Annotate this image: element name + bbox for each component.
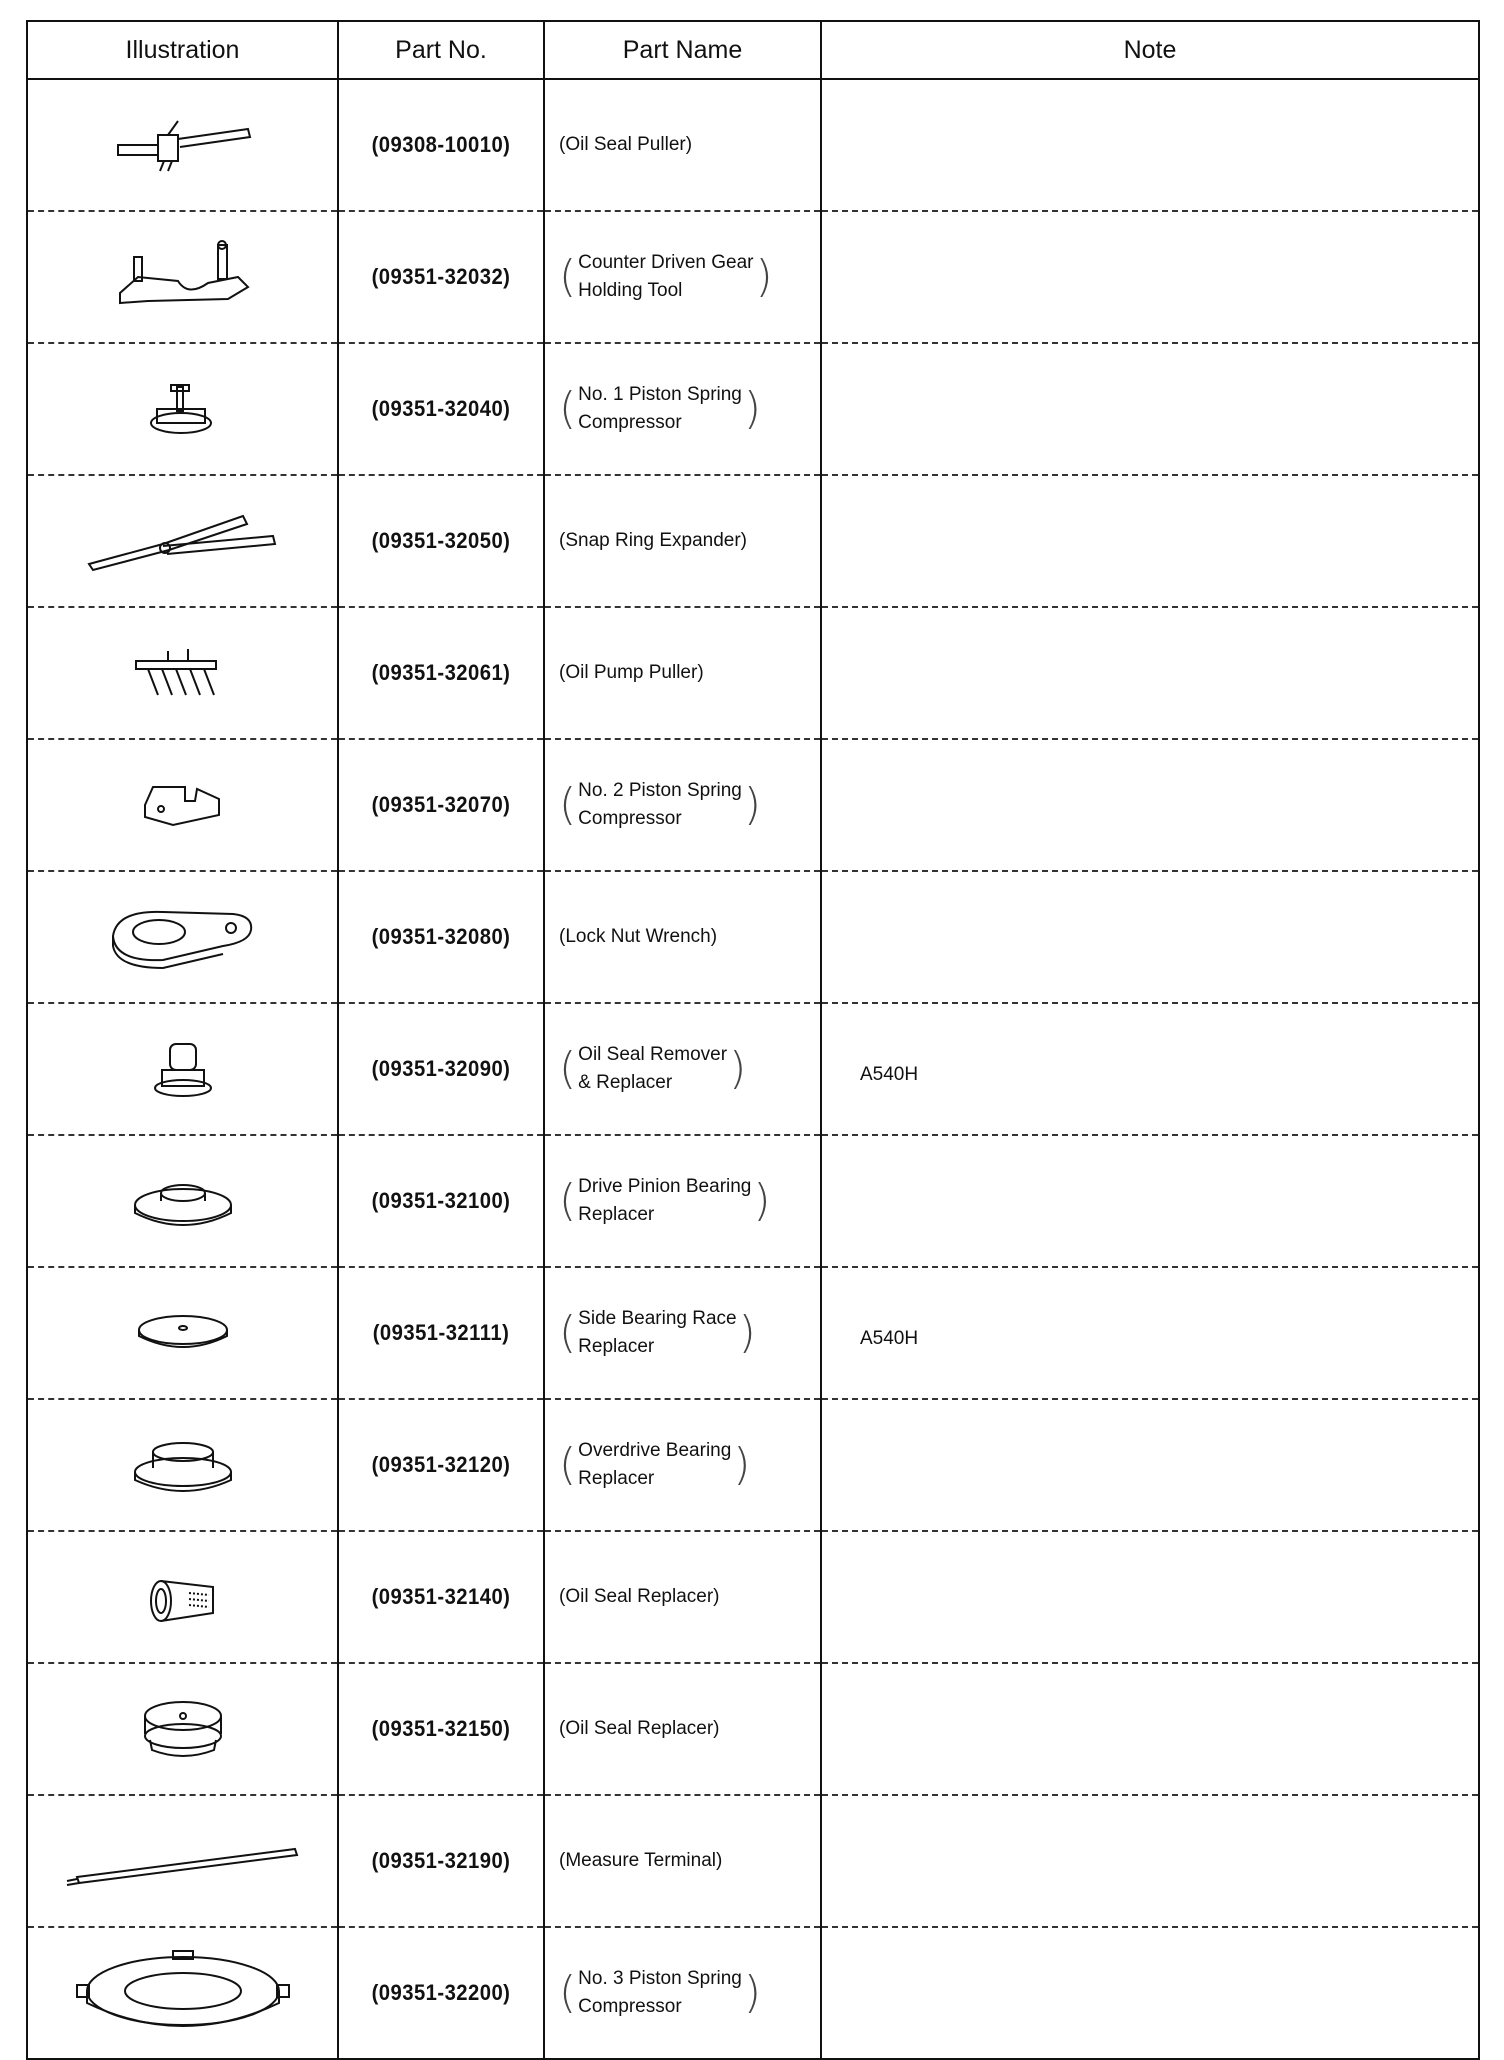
table-row [27, 1399, 1479, 1531]
part-number: (09308-10010) [346, 79, 536, 211]
part-name-cell [544, 1531, 821, 1663]
spring-compressor-3-icon [73, 1945, 293, 2041]
part-name [559, 249, 773, 305]
illustration-cell [27, 1927, 338, 2059]
note-cell [821, 475, 1479, 607]
illustration-cell [27, 211, 338, 343]
part-name [559, 1437, 750, 1493]
close-paren-glyph: ) [743, 779, 762, 830]
part-name-line: Overdrive Bearing [578, 1440, 732, 1461]
part-number: (09351-32070) [346, 739, 536, 871]
table-row [27, 1267, 1479, 1399]
close-paren-glyph: ) [733, 1439, 751, 1490]
close-paren-glyph: ) [753, 1175, 771, 1226]
part-name-cell [544, 1267, 821, 1399]
illustration-cell [27, 475, 338, 607]
part-number: (09351-32140) [346, 1531, 536, 1663]
close-paren-glyph: ) [743, 1967, 762, 2018]
table-row [27, 1927, 1479, 2059]
illustration-cell [27, 1003, 338, 1135]
lock-nut-wrench-icon [103, 902, 263, 972]
note-cell [821, 1399, 1479, 1531]
part-name-cell [544, 1399, 821, 1531]
illustration-cell [27, 1531, 338, 1663]
close-paren-glyph: ) [738, 1307, 756, 1358]
note-cell [821, 1135, 1479, 1267]
part-name: (Oil Seal Replacer) [559, 1586, 720, 1607]
measure-terminal-icon [63, 1831, 303, 1891]
part-number: (09351-32150) [346, 1663, 536, 1795]
open-paren-glyph: ( [559, 1175, 577, 1226]
part-name-line: No. 2 Piston Spring [578, 780, 742, 801]
part-name-line: Compressor [578, 412, 682, 433]
part-name-line: Compressor [578, 1996, 682, 2017]
part-number: (09351-32100) [346, 1135, 536, 1267]
open-paren-glyph: ( [559, 1307, 577, 1358]
part-name-cell [544, 1663, 821, 1795]
note-cell [821, 343, 1479, 475]
oil-pump-puller-icon [128, 643, 238, 703]
part-name [559, 1173, 771, 1229]
part-name-cell [544, 1795, 821, 1927]
table-row [27, 79, 1479, 211]
illustration-cell [27, 739, 338, 871]
table-row [27, 1135, 1479, 1267]
table-row [27, 871, 1479, 1003]
part-number: (09351-32200) [346, 1927, 536, 2059]
part-name [559, 1965, 761, 2021]
part-number: (09351-32040) [346, 343, 536, 475]
part-number: (09351-32050) [346, 475, 536, 607]
part-name-line: No. 3 Piston Spring [578, 1968, 742, 1989]
illustration-cell [27, 607, 338, 739]
table-row [27, 475, 1479, 607]
part-name-cell [544, 607, 821, 739]
part-number: (09351-32061) [346, 607, 536, 739]
oil-seal-puller-icon [108, 115, 258, 175]
close-paren-glyph: ) [755, 251, 773, 302]
part-number: (09351-32032) [346, 211, 536, 343]
part-name-cell [544, 739, 821, 871]
illustration-cell [27, 343, 338, 475]
illustration-cell [27, 1267, 338, 1399]
note-cell [821, 211, 1479, 343]
part-name-cell [544, 1135, 821, 1267]
open-paren-glyph: ( [559, 779, 577, 830]
note-cell [821, 739, 1479, 871]
snap-ring-expander-icon [83, 506, 283, 576]
note-cell: A540H [821, 1003, 1479, 1135]
close-paren-glyph: ) [729, 1043, 747, 1094]
part-name-line: Replacer [578, 1204, 655, 1225]
part-name [559, 381, 761, 437]
illustration-cell [27, 1795, 338, 1927]
illustration-cell [27, 871, 338, 1003]
open-paren-glyph: ( [559, 383, 577, 434]
open-paren-glyph: ( [559, 1967, 577, 2018]
part-name: (Measure Terminal) [559, 1850, 723, 1871]
open-paren-glyph: ( [559, 1439, 577, 1490]
table-row [27, 607, 1479, 739]
part-name: (Oil Pump Puller) [559, 662, 704, 683]
table-row [27, 343, 1479, 475]
header-row [27, 21, 1479, 79]
part-name-cell [544, 79, 821, 211]
part-name-line: No. 1 Piston Spring [578, 384, 742, 405]
note-cell [821, 607, 1479, 739]
part-number: (09351-32080) [346, 871, 536, 1003]
table-row [27, 1795, 1479, 1927]
note-cell [821, 1795, 1479, 1927]
part-name-cell [544, 871, 821, 1003]
note-cell [821, 1531, 1479, 1663]
special-tools-table [26, 20, 1480, 2060]
header-note: Note [821, 21, 1479, 79]
part-name [559, 1041, 746, 1097]
bearing-race-replacer-icon [133, 1308, 233, 1358]
oil-seal-remover-icon [148, 1034, 218, 1104]
part-number: (09351-32190) [346, 1795, 536, 1927]
part-number: (09351-32111) [346, 1267, 536, 1399]
note-cell: A540H [821, 1267, 1479, 1399]
part-name: (Snap Ring Expander) [559, 530, 747, 551]
illustration-cell [27, 1663, 338, 1795]
part-name-line: Replacer [578, 1336, 655, 1357]
note-cell [821, 1927, 1479, 2059]
table-row [27, 739, 1479, 871]
part-name-line: Replacer [578, 1468, 655, 1489]
part-name-cell [544, 1003, 821, 1135]
table-row [27, 1663, 1479, 1795]
table-row [27, 1531, 1479, 1663]
part-name-line: Compressor [578, 808, 682, 829]
table-row [27, 1003, 1479, 1135]
part-name [559, 777, 761, 833]
part-number: (09351-32120) [346, 1399, 536, 1531]
part-name-line: Side Bearing Race [578, 1308, 737, 1329]
part-name-line: Drive Pinion Bearing [578, 1176, 752, 1197]
part-name: (Lock Nut Wrench) [559, 926, 718, 947]
header-part-name: Part Name [544, 21, 821, 79]
part-name: (Oil Seal Replacer) [559, 1718, 720, 1739]
part-name [559, 1305, 756, 1361]
part-name-cell [544, 343, 821, 475]
part-name-cell [544, 475, 821, 607]
close-paren-glyph: ) [743, 383, 762, 434]
gear-holding-tool-icon [108, 237, 258, 317]
open-paren-glyph: ( [559, 251, 577, 302]
header-part-no: Part No. [338, 21, 544, 79]
pinion-bearing-replacer-icon [128, 1171, 238, 1231]
spring-compressor-2-icon [133, 775, 233, 835]
illustration-cell [27, 79, 338, 211]
part-name-line: Holding Tool [578, 280, 683, 301]
part-name: (Oil Seal Puller) [559, 134, 693, 155]
overdrive-bearing-replacer-icon [128, 1430, 238, 1500]
spring-compressor-1-icon [143, 379, 223, 439]
oil-seal-replacer-cup-icon [138, 1694, 228, 1764]
illustration-cell [27, 1135, 338, 1267]
open-paren-glyph: ( [559, 1043, 577, 1094]
note-cell [821, 1663, 1479, 1795]
note-cell [821, 871, 1479, 1003]
part-name-line: Counter Driven Gear [578, 252, 754, 273]
note-cell [821, 79, 1479, 211]
part-name-cell [544, 211, 821, 343]
table-row [27, 211, 1479, 343]
part-name-cell [544, 1927, 821, 2059]
part-number: (09351-32090) [346, 1003, 536, 1135]
part-name-line: & Replacer [578, 1072, 673, 1093]
header-illustration: Illustration [27, 21, 338, 79]
illustration-cell [27, 1399, 338, 1531]
part-name-line: Oil Seal Remover [578, 1044, 728, 1065]
oil-seal-replacer-sleeve-icon [143, 1567, 223, 1627]
tool-table-sheet [26, 20, 1478, 2018]
